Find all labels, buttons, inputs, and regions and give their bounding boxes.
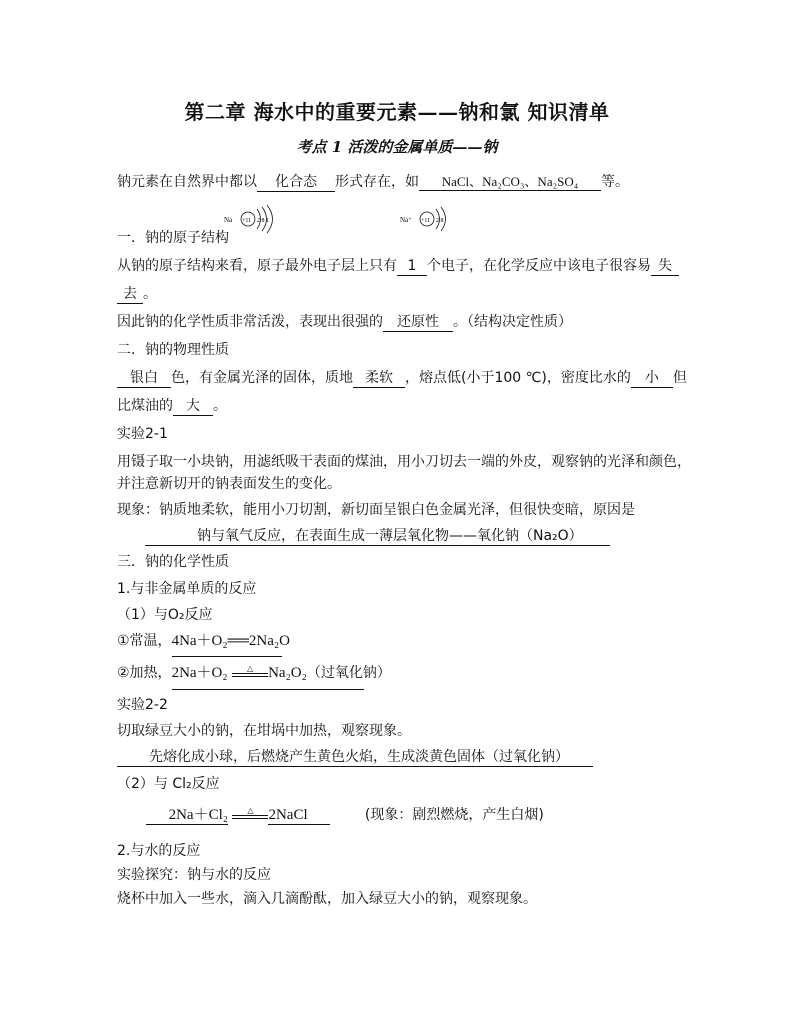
section-heading-2: 二．钠的物理性质 [117,342,229,358]
experiment-text: 切取绿豆大小的钠，在坩埚中加热，观察现象。 [117,723,411,739]
section-subtitle: 考点 1 活泼的金属单质——钠 [296,138,498,156]
answer-blank: 失 [651,258,679,276]
experiment-answer: 先熔化成小球，后燃烧产生黄色火焰，生成淡黄色固体（过氧化钠） [117,748,593,767]
experiment-label: 实验2-1 [117,426,168,442]
line-existence: 钠元素在自然界中都以 化合态 形式存在，如 NaCl、Na₂CO₃、Na₂SO₄ 等。 [117,174,629,190]
section-heading-1: 一．钠的原子结构 [117,230,229,246]
line-reducibility: 因此钠的化学性质非常活泼，表现出很强的 还原性 。（结构决定性质） [117,314,572,330]
sodium-atom-diagram [224,204,284,240]
explore-text: 烧杯中加入一些水，滴入几滴酚酞，加入绿豆大小的钠，观察现象。 [117,891,537,907]
answer-blank: 银白 [117,370,171,388]
svg-text:+11: +11 [421,218,431,224]
answer-line [172,656,282,657]
svg-text:Na⁺: Na⁺ [400,216,412,224]
experiment-text: 并注意新切开的钠表面发生的变化。 [117,476,341,492]
heating-condition: △ [232,811,268,819]
explore-label: 实验探究：钠与水的反应 [117,867,271,883]
line-physical-1: 银白 色，有金属光泽的固体，质地 柔软 ，熔点低(小于100 ℃)，密度比水的 小 但 [117,369,687,388]
svg-text:Na: Na [224,216,233,224]
page-title: 第二章 海水中的重要元素——钠和氯 知识清单 [184,100,610,124]
heating-condition: △ [232,669,268,677]
subsection-water: 2.与水的反应 [117,843,201,859]
line-physical-2: 比煤油的 大 。 [117,398,227,414]
answer-blank: NaCl、Na₂CO₃、Na₂SO₄ [419,173,601,191]
sodium-ion-diagram [400,204,460,240]
equation: 4Na＋O₂══2Na₂O [171,633,290,649]
subsection-cl2: （2）与 Cl₂反应 [117,776,220,792]
answer-blank: 1 [397,258,427,276]
answer-blank: 小 [631,370,673,388]
svg-text:+11: +11 [242,218,252,224]
answer-blank: 还原性 [383,314,453,332]
section-heading-3: 三．钠的化学性质 [117,554,229,570]
answer-line [172,689,364,690]
svg-text:2 8 1: 2 8 1 [257,218,269,224]
answer-blank: 去 [117,286,143,304]
reaction-chlorine: 2Na＋Cl₂ △ 2NaCl (现象：剧烈燃烧，产生白烟) [146,806,544,825]
answer-blank: 大 [173,398,213,416]
reaction-heated: ②加热，2Na＋O₂ △ Na₂O₂（过氧化钠） [117,664,391,681]
phenomenon-text: 现象：钠质地柔软，能用小刀切割，新切面呈银白色金属光泽，但很快变暗，原因是 [117,502,635,518]
reaction-room-temp: ①常温，4Na＋O₂══2Na₂O [117,633,290,649]
svg-text:2 8: 2 8 [436,218,444,224]
answer-blank: 化合态 [257,174,335,192]
phenomenon-answer: 钠与氧气反应，在表面生成一薄层氧化物——氧化钠（Na₂O） [145,527,610,546]
line-structure-2: 去 。 [117,285,157,304]
experiment-text: 用镊子取一小块钠，用滤纸吸干表面的煤油，用小刀切去一端的外皮，观察钠的光泽和颜色， [117,454,691,470]
line-structure-1: 从钠的原子结构来看，原子最外电子层上只有 1 个电子，在化学反应中该电子很容易 失 [117,257,679,276]
answer-blank: 柔软 [353,370,405,388]
experiment-label: 实验2-2 [117,697,168,713]
subsection-nonmetal: 1.与非金属单质的反应 [117,581,257,597]
subsection-o2: （1）与O₂反应 [117,607,213,623]
